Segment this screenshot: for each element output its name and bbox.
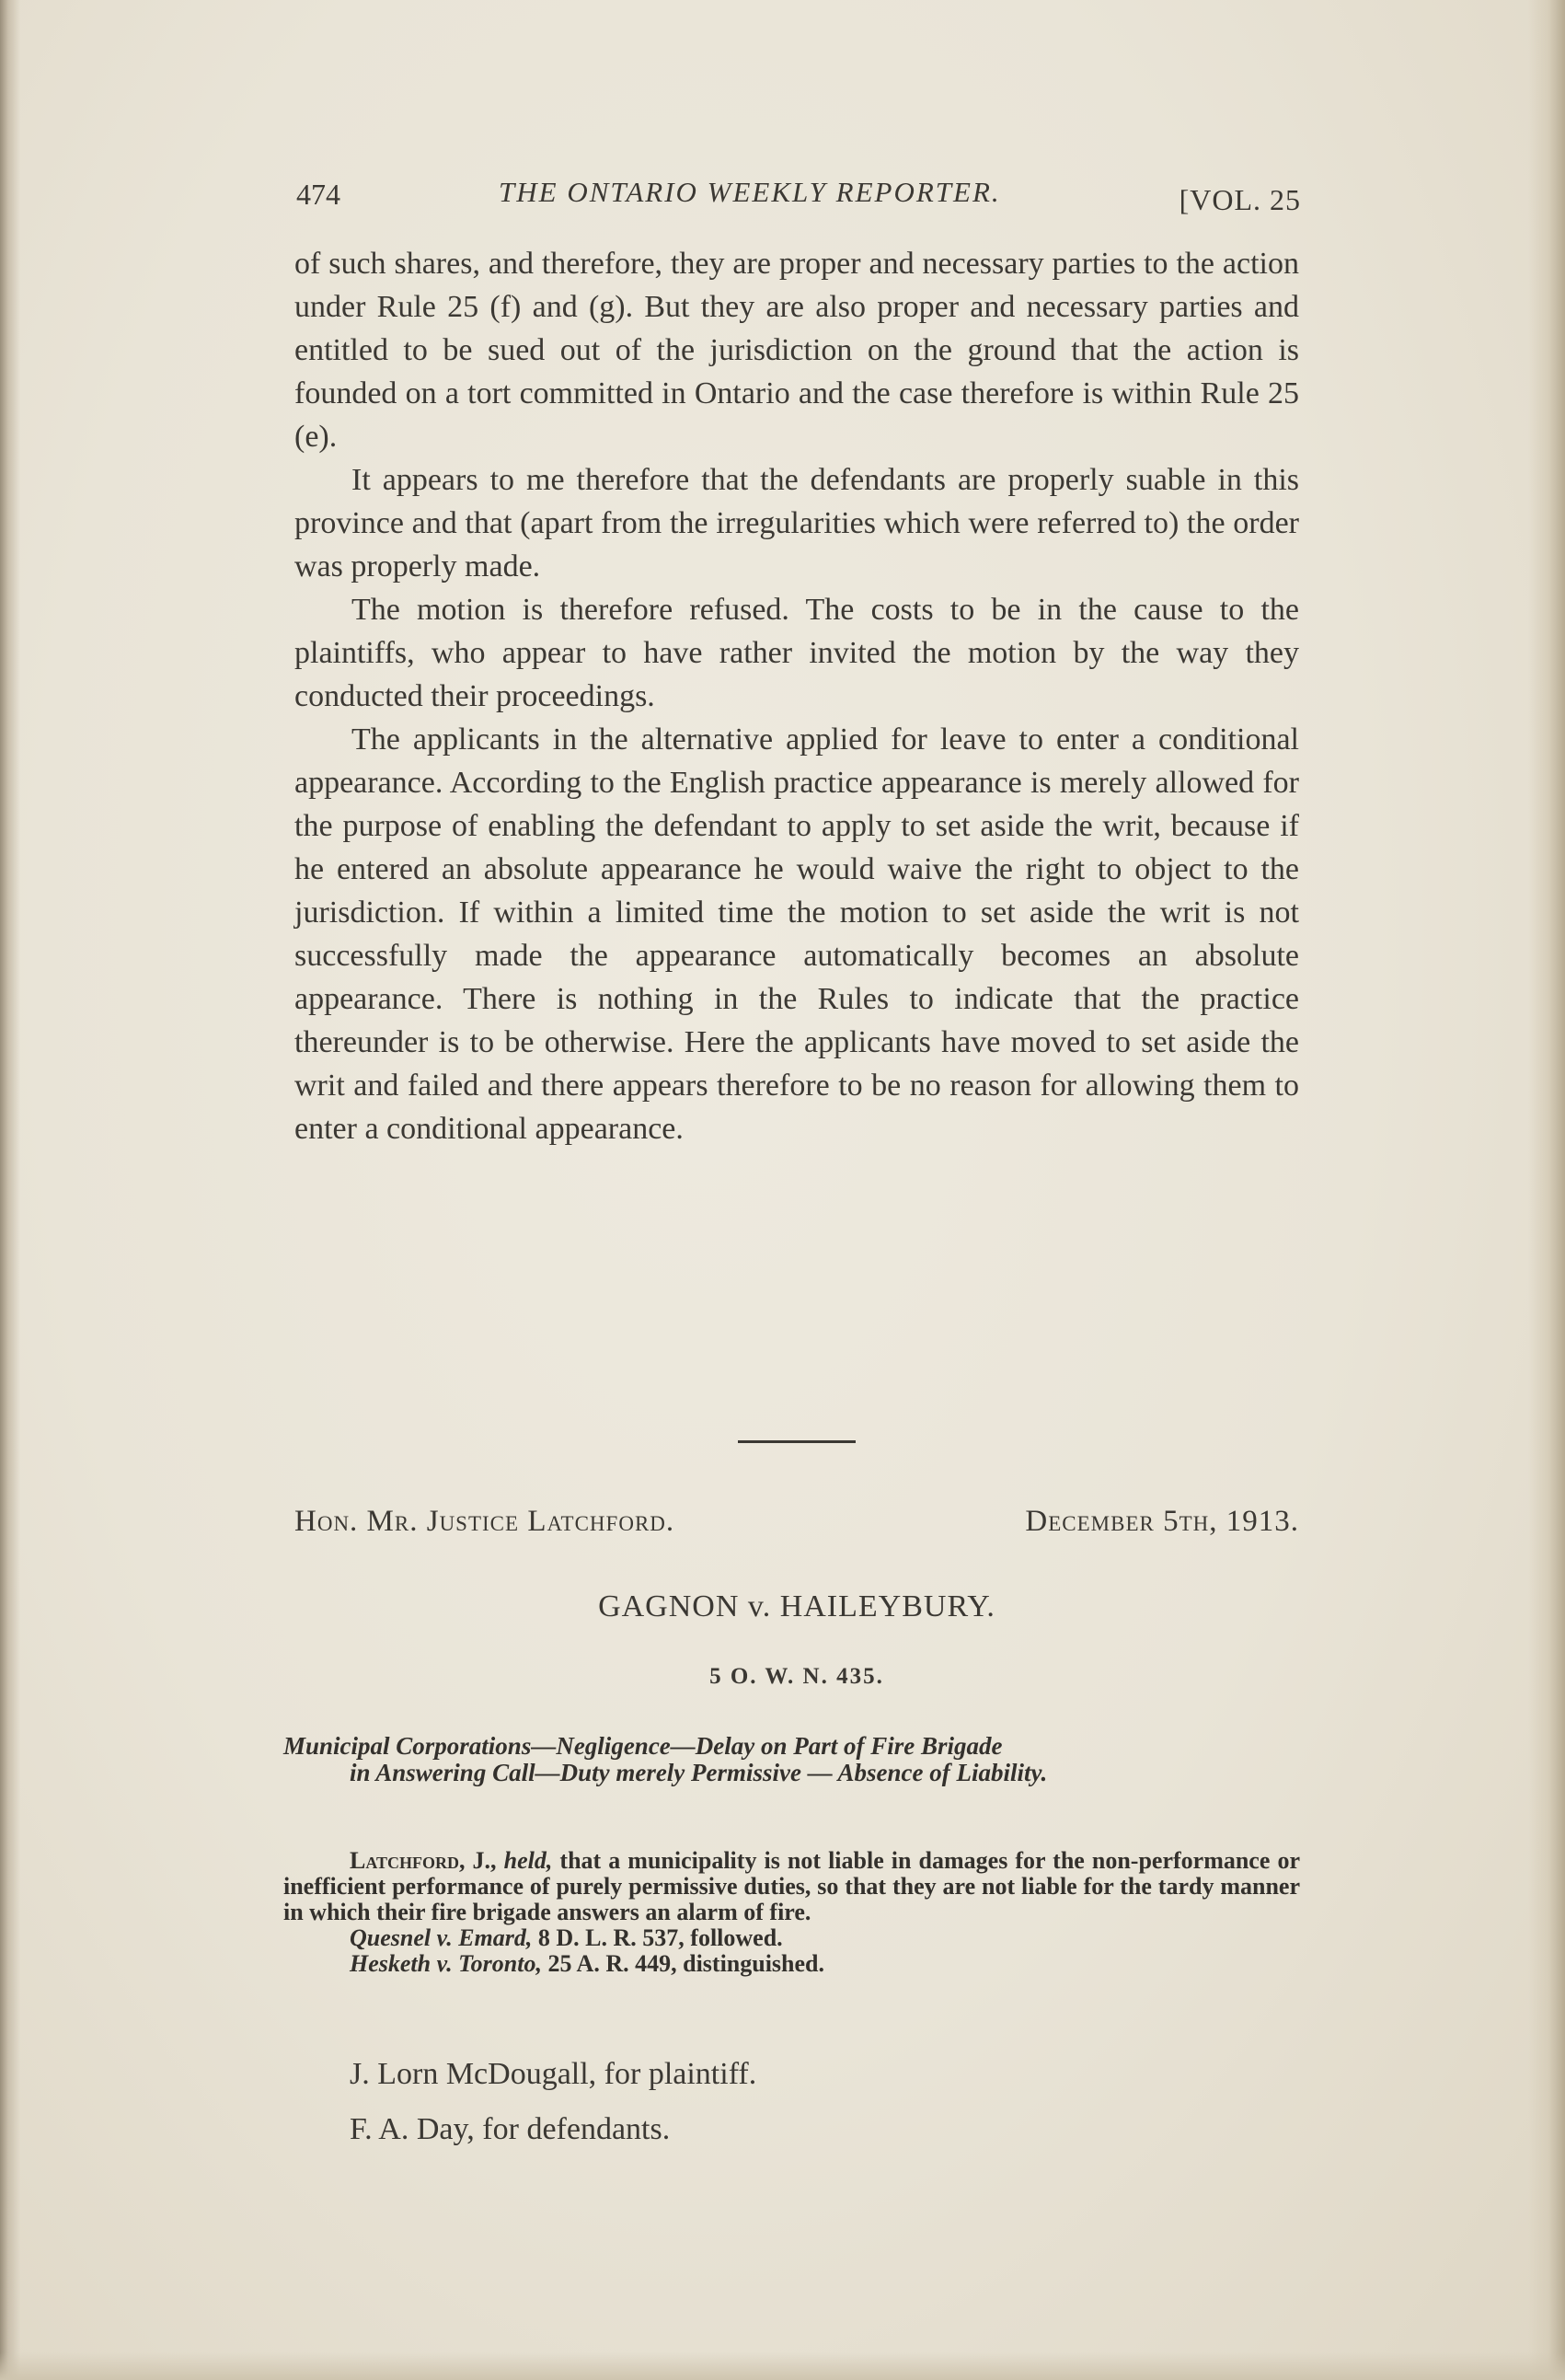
judgment-body — [294, 242, 1299, 1150]
section-divider — [738, 1440, 856, 1443]
counsel-plaintiff: J. Lorn McDougall, for plaintiff. — [350, 2057, 757, 2091]
reference-citation: 25 A. R. 449, distinguished. — [547, 1950, 825, 1977]
page-number: 474 — [296, 178, 340, 211]
held-text: that a municipality is not liable in damages for the non-performance or inefficient performance of purely permissive duties, so that they are not liable for the tardy manner in which their fire brigade answers an alarm of fire. — [283, 1847, 1300, 1925]
held-judge: Latchford, J., — [350, 1847, 497, 1874]
case-reference — [283, 1951, 1300, 1977]
page-edge-shadow-bottom — [0, 2352, 1565, 2380]
headnote — [283, 1733, 1300, 1786]
held-word: held, — [503, 1847, 553, 1874]
held-paragraph — [283, 1848, 1300, 1925]
held-summary — [283, 1848, 1300, 1977]
reference-citation: 8 D. L. R. 537, followed. — [537, 1924, 783, 1951]
running-title: THE ONTARIO WEEKLY REPORTER. — [499, 176, 1001, 208]
case-reference — [283, 1925, 1300, 1951]
judge-name: Hon. Mr. Justice Latchford. — [294, 1505, 675, 1538]
reference-case-name: Quesnel v. Emard, — [350, 1924, 533, 1951]
counsel-defendants: F. A. Day, for defendants. — [350, 2112, 671, 2146]
reference-case-name: Hesketh v. Toronto, — [350, 1950, 542, 1977]
body-paragraph: The applicants in the alternative applied for leave to enter a conditional appearance. According to the English practice appearance is merely allowed for the purpose of enabling the defendant to apply to set aside the writ, because if he entered an absolute appearance he would waive the right to object to the jurisdiction. If within a limited time the motion to set aside the writ is not successfully made the appearance automatically becomes an absolute appearance. There is nothing in the Rules to indicate that the practice thereunder is to be otherwise. Here the applicants have moved to set aside the writ and failed and there appears therefore to be no reason for allowing them to enter a conditional appearance. — [294, 722, 1299, 1146]
headnote-line: in Answering Call—Duty merely Permissive — Absence of Liability. — [350, 1759, 1048, 1786]
page-edge-shadow-right — [1528, 0, 1565, 2380]
case-title: GAGNON v. HAILEYBURY. — [598, 1589, 995, 1623]
headnote-line: Municipal Corporations—Negligence—Delay on Part of Fire Brigade — [283, 1732, 1003, 1760]
body-paragraph: of such shares, and therefore, they are proper and necessary parties to the action under Rule 25 (f) and (g). But they are also proper and necessary parties and entitled to be sued out of the jurisdiction on the ground that the action is founded on a tort committed in Ontario and the case therefore is within Rule 25 (e). — [294, 247, 1299, 454]
judgment-date: December 5th, 1913. — [1025, 1505, 1299, 1538]
body-paragraph: The motion is therefore refused. The costs to be in the cause to the plaintiffs, who appear to have rather invited the motion by the way they conducted their proceedings. — [294, 593, 1299, 713]
volume-label: [VOL. 25 — [1179, 183, 1301, 216]
page-edge-shadow-left — [0, 0, 20, 2380]
running-header — [296, 170, 1301, 225]
case-citation: 5 O. W. N. 435. — [709, 1664, 884, 1689]
body-paragraph: It appears to me therefore that the defendants are properly suable in this province and that (apart from the irregularities which were referred to) the order was properly made. — [294, 463, 1299, 583]
